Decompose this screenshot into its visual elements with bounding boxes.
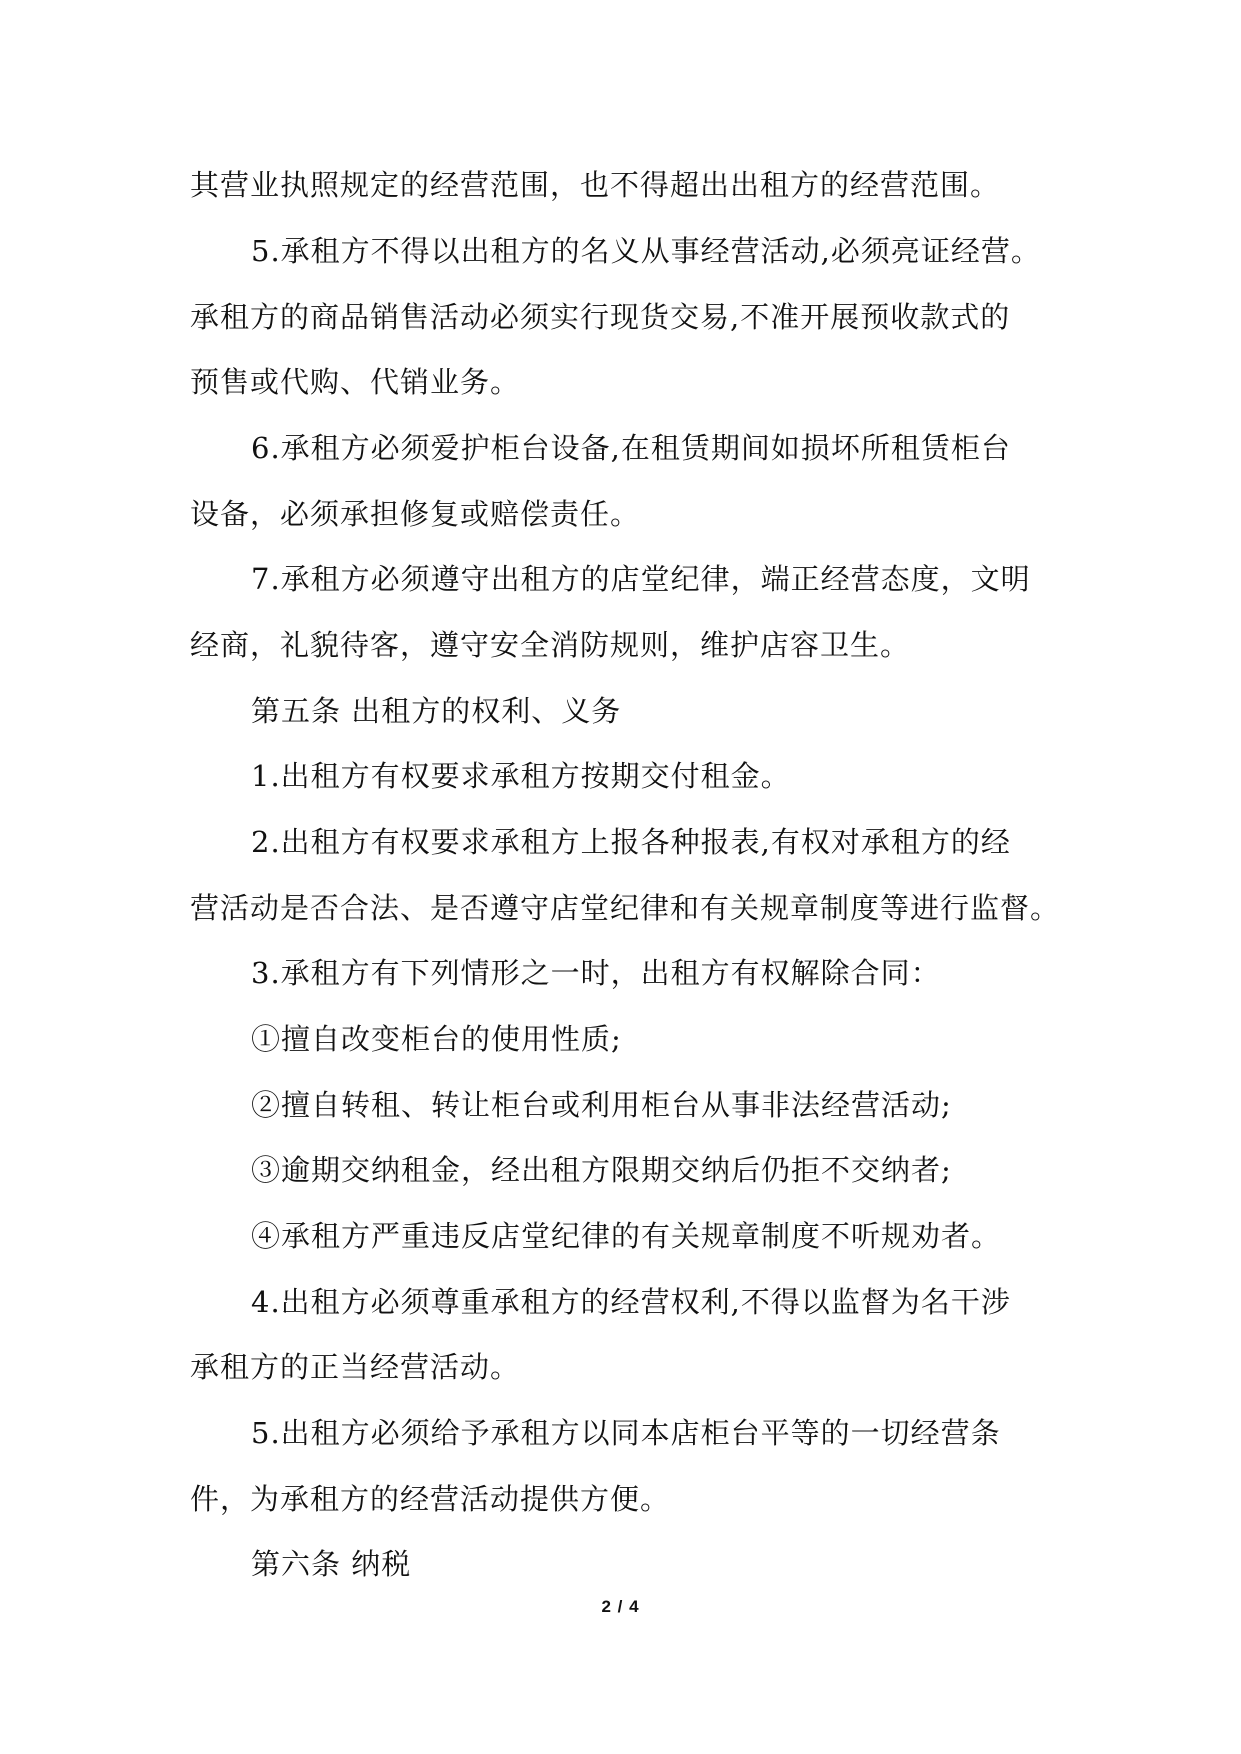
section-heading: 第五条 出租方的权利、义务 [251,694,622,728]
text-line: 5.承租方不得以出租方的名义从事经营活动,必须亮证经营。 [251,234,1041,268]
text-line: 4.出租方必须尊重承租方的经营权利,不得以监督为名干涉 [251,1285,1011,1319]
text-line: 6.承租方必须爱护柜台设备,在租赁期间如损坏所租赁柜台 [251,431,1011,465]
text-line: 营活动是否合法、是否遵守店堂纪律和有关规章制度等进行监督。 [190,891,1061,925]
list-item: ③逾期交纳租金，经出租方限期交纳后仍拒不交纳者; [251,1153,952,1187]
text-line: 3.承租方有下列情形之一时，出租方有权解除合同： [251,956,941,990]
text-line: 件，为承租方的经营活动提供方便。 [190,1482,671,1516]
text-line: 设备，必须承担修复或赔偿责任。 [190,497,641,531]
text-line: 承租方的商品销售活动必须实行现货交易,不准开展预收款式的 [190,300,1011,334]
section-heading: 第六条 纳税 [251,1547,412,1581]
text-line: 5.出租方必须给予承租方以同本店柜台平等的一切经营条 [251,1416,1001,1450]
text-line: 其营业执照规定的经营范围，也不得超出出租方的经营范围。 [190,168,1001,202]
list-item: ①擅自改变柜台的使用性质; [251,1022,622,1056]
list-item: ②擅自转租、转让柜台或利用柜台从事非法经营活动; [251,1088,952,1122]
text-line: 承租方的正当经营活动。 [190,1350,521,1384]
text-line: 2.出租方有权要求承租方上报各种报表,有权对承租方的经 [251,825,1011,859]
text-line: 预售或代购、代销业务。 [190,365,521,399]
text-line: 1.出租方有权要求承租方按期交付租金。 [251,759,791,793]
text-line: 7.承租方必须遵守出租方的店堂纪律，端正经营态度，文明 [251,562,1031,596]
list-item: ④承租方严重违反店堂纪律的有关规章制度不听规劝者。 [251,1219,1002,1253]
page-number: 2 / 4 [601,1597,640,1616]
text-line: 经商，礼貌待客，遵守安全消防规则，维护店容卫生。 [190,628,911,662]
